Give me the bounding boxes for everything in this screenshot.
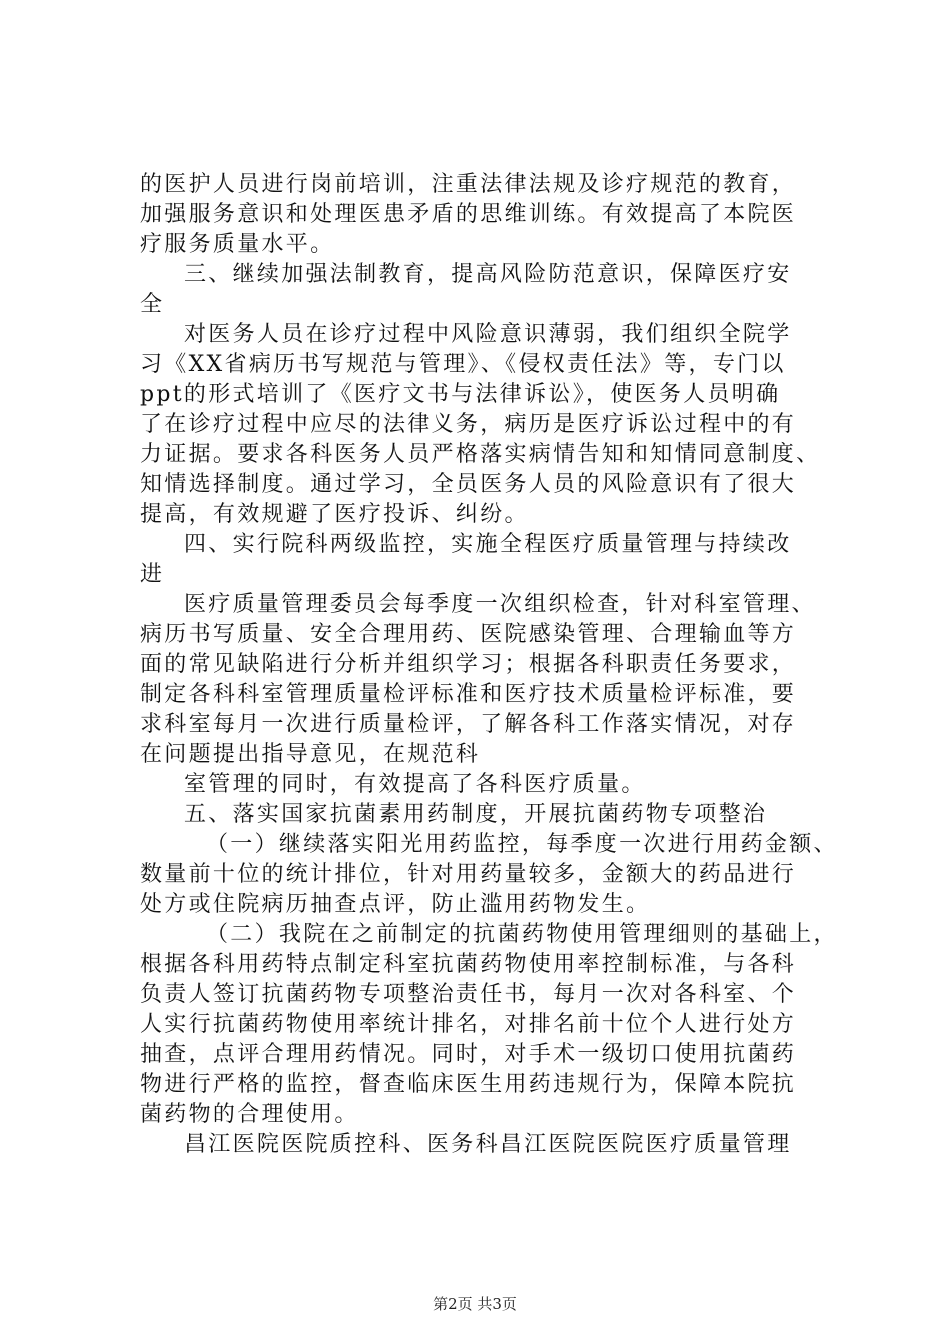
text-line: 疗服务质量水平。	[140, 232, 335, 257]
text-line: 人实行抗菌药物使用率统计排名，对排名前十位个人进行处方	[140, 1012, 797, 1037]
text-line: 物进行严格的监控，督查临床医生用药违规行为，保障本院抗	[140, 1072, 797, 1097]
text-line: 菌药物的合理使用。	[140, 1102, 359, 1127]
text-line: 医疗质量管理委员会每季度一次组织检查，针对科室管理、	[184, 592, 816, 617]
text-line: 知情选择制度。通过学习，全员医务人员的风险意识有了很大	[140, 472, 797, 497]
page-number: 第2页 共3页	[433, 1295, 517, 1313]
text-line: ppt的形式培训了《医疗文书与法律诉讼》，使医务人员明确	[140, 382, 781, 407]
text-line: 处方或住院病历抽查点评，防止滥用药物发生。	[140, 892, 651, 917]
section-heading-3-cont: 全	[140, 292, 165, 317]
subsection-1: （一）继续落实阳光用药监控，每季度一次进行用药金额、	[206, 832, 838, 857]
text-line: 制定各科科室管理质量检评标准和医疗技术质量检评标准，要	[140, 682, 797, 707]
section-heading-5: 五、落实国家抗菌素用药制度，开展抗菌药物专项整治	[184, 802, 768, 827]
text-line: 负责人签订抗菌药物专项整治责任书，每月一次对各科室、个	[140, 982, 797, 1007]
section-heading-4-cont: 进	[140, 562, 165, 587]
text-line: 病历书写质量、安全合理用药、医院感染管理、合理输血等方	[140, 622, 797, 647]
text-line: 加强服务意识和处理医患矛盾的思维训练。有效提高了本院医	[140, 202, 797, 227]
section-heading-3: 三、继续加强法制教育，提高风险防范意识，保障医疗安	[184, 262, 792, 287]
section-heading-4: 四、实行院科两级监控，实施全程医疗质量管理与持续改	[184, 532, 792, 557]
text-line: 习《XX省病历书写规范与管理》、《侵权责任法》等，专门以	[140, 352, 786, 377]
text-line: 的医护人员进行岗前培训，注重法律法规及诊疗规范的教育，	[140, 172, 797, 197]
text-line: 了在诊疗过程中应尽的法律义务，病历是医疗诉讼过程中的有	[140, 412, 797, 437]
document-body	[140, 170, 840, 1160]
text-line: 力证据。要求各科医务人员严格落实病情告知和知情同意制度、	[140, 442, 821, 467]
page-footer	[0, 1294, 950, 1314]
text-line: 在问题提出指导意见，在规范科	[140, 742, 481, 767]
subsection-2: （二）我院在之前制定的抗菌药物使用管理细则的基础上，	[206, 922, 838, 947]
text-line: 求科室每月一次进行质量检评，了解各科工作落实情况，对存	[140, 712, 797, 737]
text-line: 面的常见缺陷进行分析并组织学习；根据各科职责任务要求，	[140, 652, 797, 677]
signature-line: 昌江医院医院质控科、医务科昌江医院医院医疗质量管理	[184, 1132, 792, 1157]
text-line: 抽查，点评合理用药情况。同时，对手术一级切口使用抗菌药	[140, 1042, 797, 1067]
text-line: 对医务人员在诊疗过程中风险意识薄弱，我们组织全院学	[184, 322, 792, 347]
text-line: 提高，有效规避了医疗投诉、纠纷。	[140, 502, 529, 527]
text-line: 根据各科用药特点制定科室抗菌药物使用率控制标准，与各科	[140, 952, 797, 977]
text-line: 室管理的同时，有效提高了各科医疗质量。	[184, 772, 646, 797]
text-line: 数量前十位的统计排位，针对用药量较多，金额大的药品进行	[140, 862, 797, 887]
